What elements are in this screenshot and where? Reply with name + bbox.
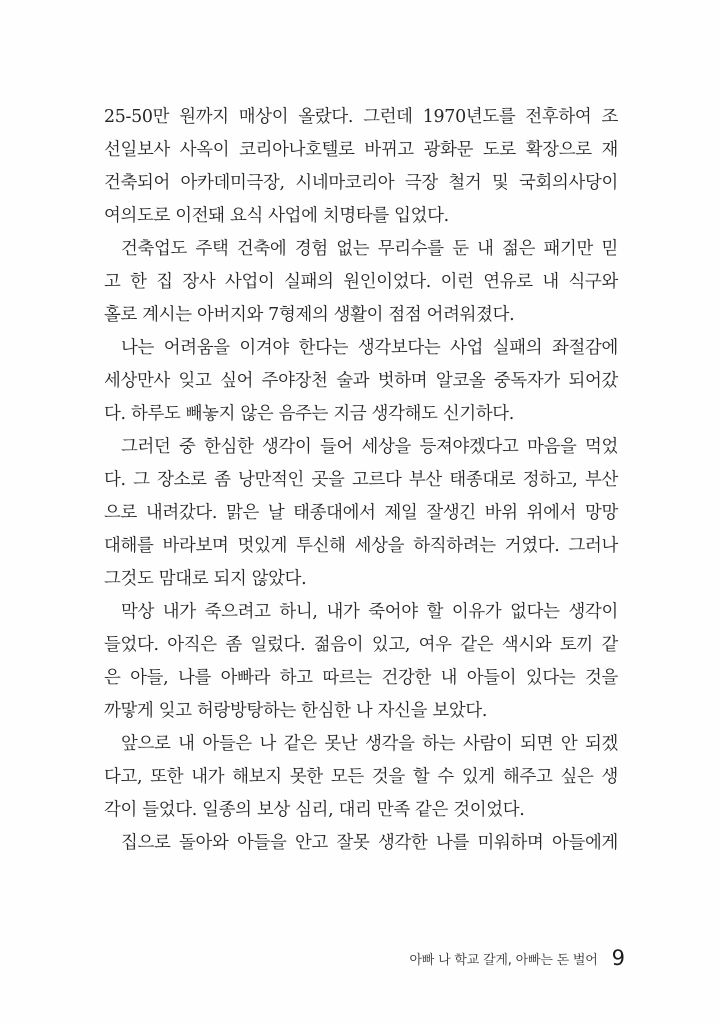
- text-line: 대해를 바라보며 멋있게 투신해 세상을 하직하려는 거였다. 그러나: [104, 536, 618, 556]
- body-text: [104, 101, 618, 860]
- text-line: 은 아들, 나를 아빠라 하고 따르는 건강한 내 아들이 있다는 것을: [104, 668, 618, 688]
- page-number: 9: [611, 946, 625, 970]
- text-line: 까맣게 잊고 허랑방탕하는 한심한 나 자신을 보았다.: [104, 701, 488, 721]
- text-line: 각이 들었다. 일종의 보상 심리, 대리 만족 같은 것이었다.: [104, 800, 525, 820]
- text-line: 앞으로 내 아들은 나 같은 못난 생각을 하는 사람이 되면 안 되겠: [121, 734, 618, 754]
- running-title: 아빠 나 학교 갈게, 아빠는 돈 벌어: [409, 952, 598, 968]
- text-line: 나는 어려움을 이겨야 한다는 생각보다는 사업 실패의 좌절감에: [121, 338, 618, 358]
- text-line: 막상 내가 죽으려고 하니, 내가 죽어야 할 이유가 없다는 생각이: [121, 602, 618, 622]
- text-line: 여의도로 이전돼 요식 사업에 치명타를 입었다.: [104, 206, 449, 226]
- text-line: 홀로 계시는 아버지와 7형제의 생활이 점점 어려워졌다.: [104, 305, 515, 325]
- text-line: 다고, 또한 내가 해보지 못한 모든 것을 할 수 있게 해주고 싶은 생: [104, 767, 618, 787]
- page-footer: [380, 944, 625, 972]
- text-line: 고 한 집 장사 사업이 실패의 원인이었다. 이런 연유로 내 식구와: [104, 272, 618, 292]
- text-line: 건축되어 아카데미극장, 시네마코리아 극장 철거 및 국회의사당이: [104, 173, 618, 193]
- text-line: 25-50만 원까지 매상이 올랐다. 그런데 1970년도를 전후하여 조: [104, 107, 618, 127]
- text-line: 으로 내려갔다. 맑은 날 태종대에서 제일 잘생긴 바위 위에서 망망: [104, 503, 618, 523]
- text-line: 세상만사 잊고 싶어 주야장천 술과 벗하며 알코올 중독자가 되어갔: [104, 371, 618, 391]
- text-line: 집으로 돌아와 아들을 안고 잘못 생각한 나를 미워하며 아들에게: [121, 833, 618, 853]
- text-line: 다. 그 장소로 좀 낭만적인 곳을 고르다 부산 태종대로 정하고, 부산: [104, 470, 618, 490]
- text-line: 그러던 중 한심한 생각이 들어 세상을 등져야겠다고 마음을 먹었: [121, 437, 618, 457]
- text-line: 그것도 맘대로 되지 않았다.: [104, 569, 307, 589]
- text-line: 다. 하루도 빼놓지 않은 음주는 지금 생각해도 신기하다.: [104, 404, 515, 424]
- text-line: 선일보사 사옥이 코리아나호텔로 바뀌고 광화문 도로 확장으로 재: [104, 140, 618, 160]
- text-line: 건축업도 주택 건축에 경험 없는 무리수를 둔 내 젊은 패기만 믿: [121, 239, 618, 259]
- text-line: 들었다. 아직은 좀 일렀다. 젊음이 있고, 여우 같은 색시와 토끼 같: [104, 635, 618, 655]
